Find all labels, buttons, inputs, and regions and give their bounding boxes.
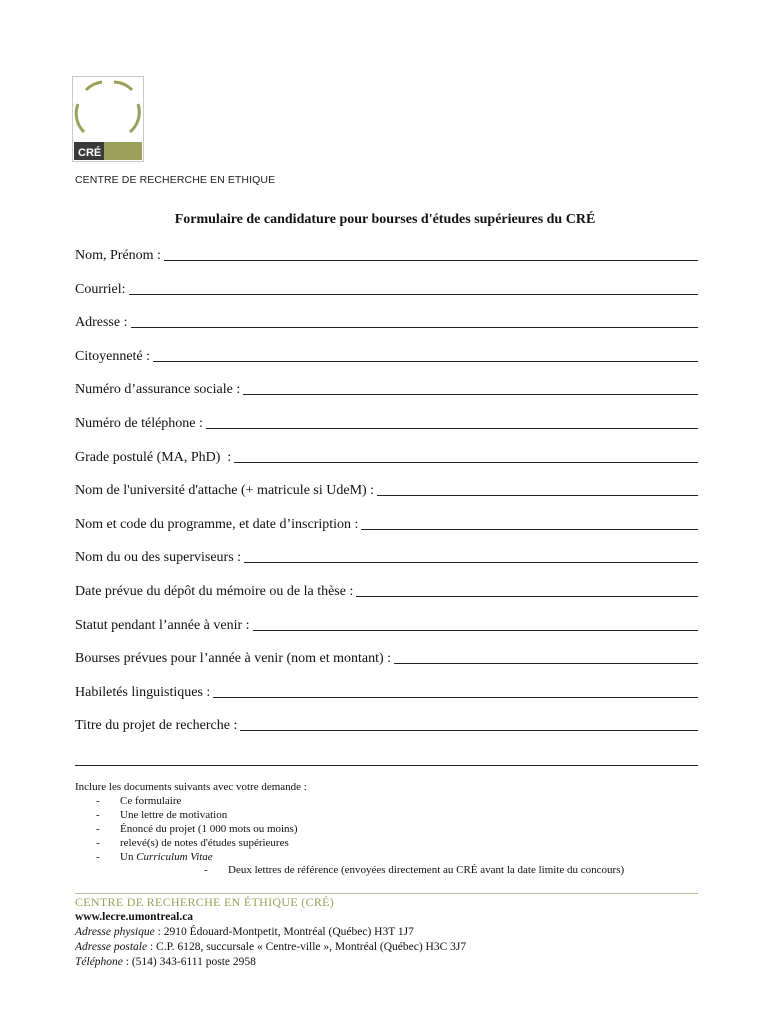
field-label: Nom, Prénom : <box>75 248 161 263</box>
field-superviseurs[interactable] <box>75 546 698 566</box>
form-title: Formulaire de candidature pour bourses d'études supérieures du CRÉ <box>174 212 596 227</box>
field-date-depot[interactable] <box>75 580 698 600</box>
field-label: Courriel: <box>75 282 126 297</box>
list-item: - Ce formulaire <box>96 794 298 808</box>
field-label: Statut pendant l’année à venir : <box>75 618 250 633</box>
fill-line[interactable] <box>356 596 698 597</box>
fill-line[interactable] <box>206 428 698 429</box>
list-item: - Une lettre de motivation <box>96 808 298 822</box>
field-universite[interactable] <box>75 479 698 499</box>
fill-line[interactable] <box>240 730 698 731</box>
field-label: Numéro d’assurance sociale : <box>75 382 241 397</box>
field-citoyennete[interactable] <box>75 345 698 365</box>
footer-divider <box>75 893 698 894</box>
field-nom-prenom[interactable] <box>75 244 698 264</box>
footer-heading: CENTRE DE RECHERCHE EN ÉTHIQUE (CRÉ) <box>75 895 335 909</box>
footer-phone: Téléphone : (514) 343-6111 poste 2958 <box>75 956 256 968</box>
logo-text: CRÉ <box>78 147 102 159</box>
cv-term: Curriculum Vitae <box>136 851 213 863</box>
field-label: Bourses prévues pour l’année à venir (nom et montant) : <box>75 651 392 666</box>
field-label: Nom du ou des superviseurs : <box>75 550 242 565</box>
fill-line[interactable] <box>253 630 698 631</box>
field-habiletes[interactable] <box>75 681 698 701</box>
fill-line[interactable] <box>153 361 698 362</box>
fill-line[interactable] <box>234 462 698 463</box>
field-label: Numéro de téléphone : <box>75 416 203 431</box>
include-intro: Inclure les documents suivants avec votre demande : <box>75 781 307 793</box>
field-label: Date prévue du dépôt du mémoire ou de la thèse : <box>75 584 354 599</box>
field-label: Grade postulé (MA, PhD) : <box>75 450 232 465</box>
field-statut[interactable] <box>75 614 698 634</box>
list-item: - Énoncé du projet (1 000 mots ou moins) <box>96 822 298 836</box>
field-label: Citoyenneté : <box>75 349 151 364</box>
field-adresse[interactable] <box>75 311 698 331</box>
fill-line[interactable] <box>164 260 698 261</box>
list-item: - Un Curriculum Vitae <box>96 850 298 864</box>
footer-url[interactable]: www.lecre.umontreal.ca <box>75 911 194 923</box>
fill-line[interactable] <box>394 663 698 664</box>
field-grade[interactable] <box>75 446 698 466</box>
field-bourses[interactable] <box>75 647 698 667</box>
field-courriel[interactable] <box>75 278 698 298</box>
footer-postal-address: Adresse postale : C.P. 6128, succursale « Centre-ville », Montréal (Québec) H3C 3J7 <box>75 941 467 953</box>
field-label: Titre du projet de recherche : <box>75 718 238 733</box>
field-titre-projet[interactable] <box>75 714 698 734</box>
field-label: Nom de l'université d'attache (+ matricule si UdeM) : <box>75 483 375 498</box>
fill-line[interactable] <box>131 327 699 328</box>
fill-line[interactable] <box>243 394 698 395</box>
fill-line[interactable] <box>213 697 698 698</box>
field-nas[interactable] <box>75 378 698 398</box>
field-label: Habiletés linguistiques : <box>75 685 211 700</box>
footer <box>75 895 466 970</box>
field-programme[interactable] <box>75 513 698 533</box>
field-label: Adresse : <box>75 315 128 330</box>
footer-physical-address: Adresse physique : 2910 Édouard-Montpetit, Montréal (Québec) H3T 1J7 <box>75 926 414 938</box>
fill-line[interactable] <box>361 529 698 530</box>
documents-list <box>96 794 298 864</box>
fill-line-continuation[interactable] <box>75 765 698 766</box>
organization-line: CENTRE DE RECHERCHE EN ETHIQUE <box>75 174 276 186</box>
list-item: - relevé(s) de notes d'études supérieures <box>96 836 298 850</box>
fill-line[interactable] <box>244 562 698 563</box>
fill-line[interactable] <box>129 294 698 295</box>
field-label: Nom et code du programme, et date d’inscription : <box>75 517 359 532</box>
cre-logo <box>72 76 144 162</box>
field-telephone[interactable] <box>75 412 698 432</box>
extra-document: - Deux lettres de référence (envoyées directement au CRÉ avant la date limite du concours) <box>204 864 624 876</box>
fill-line[interactable] <box>377 495 698 496</box>
